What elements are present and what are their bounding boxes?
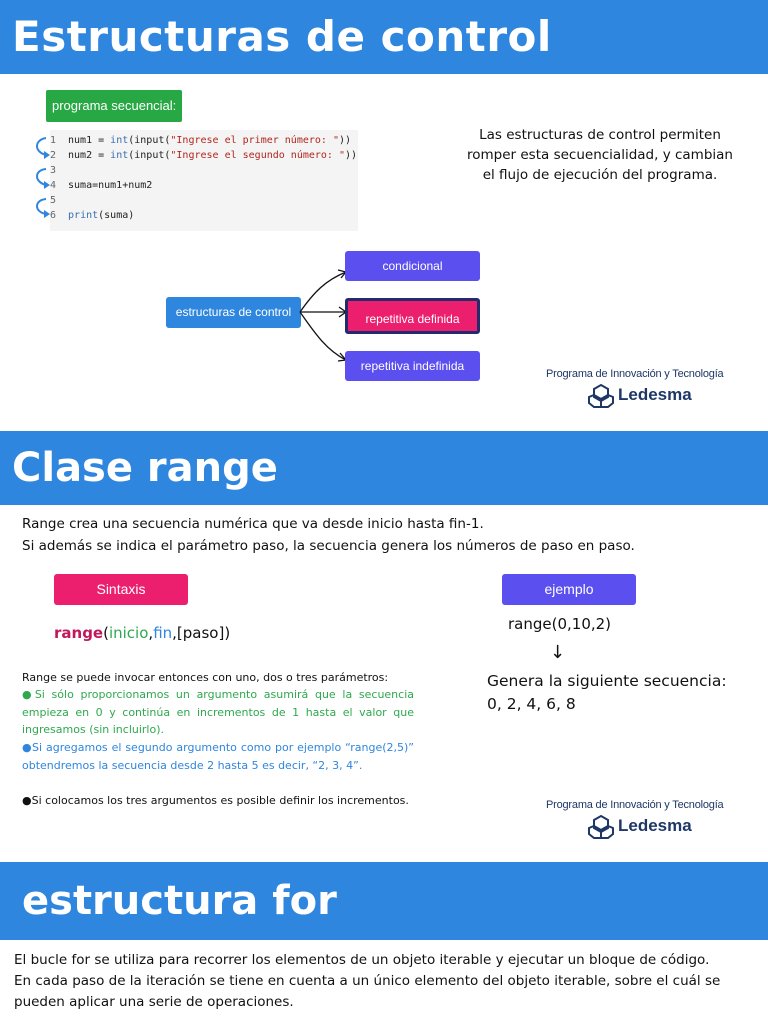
sintaxis-label: Sintaxis — [54, 574, 188, 605]
bullet-two-args-text: Si agregamos el segundo argumento como por ejemplo “range(2,5)” obtendremos la secuencia desde 2 hasta 5 es decir, “2, 3, 4”. — [22, 741, 414, 772]
logo-tagline: Programa de Innovación y Tecnología — [546, 799, 724, 811]
syntax-param-inicio: inicio — [108, 624, 149, 642]
code-block — [50, 130, 358, 231]
code-fn: int — [110, 150, 129, 161]
code-mid: (input( — [128, 150, 171, 161]
bullet-one-arg — [22, 686, 414, 739]
ejemplo-label: ejemplo — [502, 574, 636, 605]
code-n: 1 — [50, 135, 57, 146]
code-pre: num2 = — [62, 150, 111, 161]
bullet-two-args — [22, 739, 414, 774]
code-pre: num1 = — [62, 135, 111, 146]
logo-name: Ledesma — [618, 385, 692, 404]
range-intro-2: Si además se indica el parámetro paso, la secuencia genera los números de paso en paso. — [22, 538, 635, 554]
branch-arrow-icon — [298, 262, 350, 370]
syntax-rest: ,[paso]) — [172, 624, 231, 642]
bullet-one-arg-text: Si sólo proporcionamos un argumento asumirá que la secuencia empieza en 0 y continúa en incrementos de 1 hasta el valor que ingresamos (sin incluirlo). — [22, 688, 414, 736]
bullet-three-args — [22, 792, 414, 810]
code-n: 6 — [50, 210, 57, 221]
ledesma-logo-icon — [588, 814, 614, 840]
result-line-2: 0, 2, 4, 6, 8 — [487, 695, 576, 713]
section-title: estructura for — [22, 878, 337, 924]
code-post: )) — [338, 135, 352, 146]
diagram-branch-repetitiva-definida: repetitiva definida — [345, 298, 480, 334]
result-line-1: Genera la siguiente secuencia: — [487, 672, 727, 690]
code-mid: (input( — [128, 135, 171, 146]
syntax-comma: , — [148, 624, 154, 642]
code-fn: print — [68, 210, 99, 221]
params-heading: Range se puede invocar entonces con uno, dos o tres parámetros: — [22, 671, 389, 684]
range-syntax — [54, 624, 230, 642]
bullet-three-args-text: Si colocamos los tres argumentos es posible definir los incrementos. — [31, 794, 409, 807]
code-line — [50, 148, 358, 163]
diagram-branch-repetitiva-indefinida: repetitiva indefinida — [345, 351, 480, 381]
logo-name: Ledesma — [618, 816, 692, 835]
code-line — [50, 178, 358, 193]
code-line — [50, 163, 358, 178]
down-arrow-icon: ↓ — [550, 642, 566, 663]
logo-tagline: Programa de Innovación y Tecnología — [546, 368, 724, 380]
syntax-fn: range — [54, 624, 104, 642]
code-post: )) — [345, 150, 358, 161]
section-banner-range — [0, 431, 768, 505]
code-fn: int — [110, 135, 129, 146]
code-line — [50, 193, 358, 208]
for-line-2: En cada paso de la iteración se tiene en cuenta a un único elemento del objeto iterable, sobre el cuál se pueden aplicar una serie de operaciones. — [14, 973, 721, 1010]
programa-secuencial-label: programa secuencial: — [46, 90, 182, 122]
diagram-root: estructuras de control — [166, 297, 301, 328]
code-n: 3 — [50, 165, 57, 176]
syntax-open: ( — [103, 624, 109, 642]
syntax-param-fin: fin — [153, 624, 173, 642]
bullet-icon: ● — [22, 741, 33, 754]
bullet-icon: ● — [22, 794, 32, 807]
section-title: Estructuras de control — [12, 12, 552, 61]
code-n: 5 — [50, 195, 57, 206]
code-line — [50, 208, 358, 223]
section-banner-for — [0, 862, 768, 940]
code-pre: suma=num1+num2 — [62, 180, 153, 191]
example-call: range(0,10,2) — [508, 615, 612, 633]
section-title: Clase range — [12, 445, 278, 491]
code-line — [50, 133, 358, 148]
diagram-branch-condicional: condicional — [345, 251, 480, 281]
ledesma-logo-icon — [588, 383, 614, 409]
code-mid: (suma) — [98, 210, 135, 221]
code-n: 2 — [50, 150, 57, 161]
for-line-1: El bucle for se utiliza para recorrer los elementos de un objeto iterable y ejecutar un bloque de código. — [14, 952, 710, 968]
section-banner-estructuras — [0, 0, 768, 74]
control-description: Las estructuras de control permiten romper esta secuencialidad, y cambian el flujo de ejecución del programa. — [467, 127, 733, 183]
code-n: 4 — [50, 180, 57, 191]
bullet-icon: ● — [22, 688, 35, 701]
range-intro-1: Range crea una secuencia numérica que va desde inicio hasta fin-1. — [22, 516, 484, 532]
code-str: "Ingrese el primer número: " — [170, 135, 339, 146]
code-str: "Ingrese el segundo número: " — [170, 150, 345, 161]
